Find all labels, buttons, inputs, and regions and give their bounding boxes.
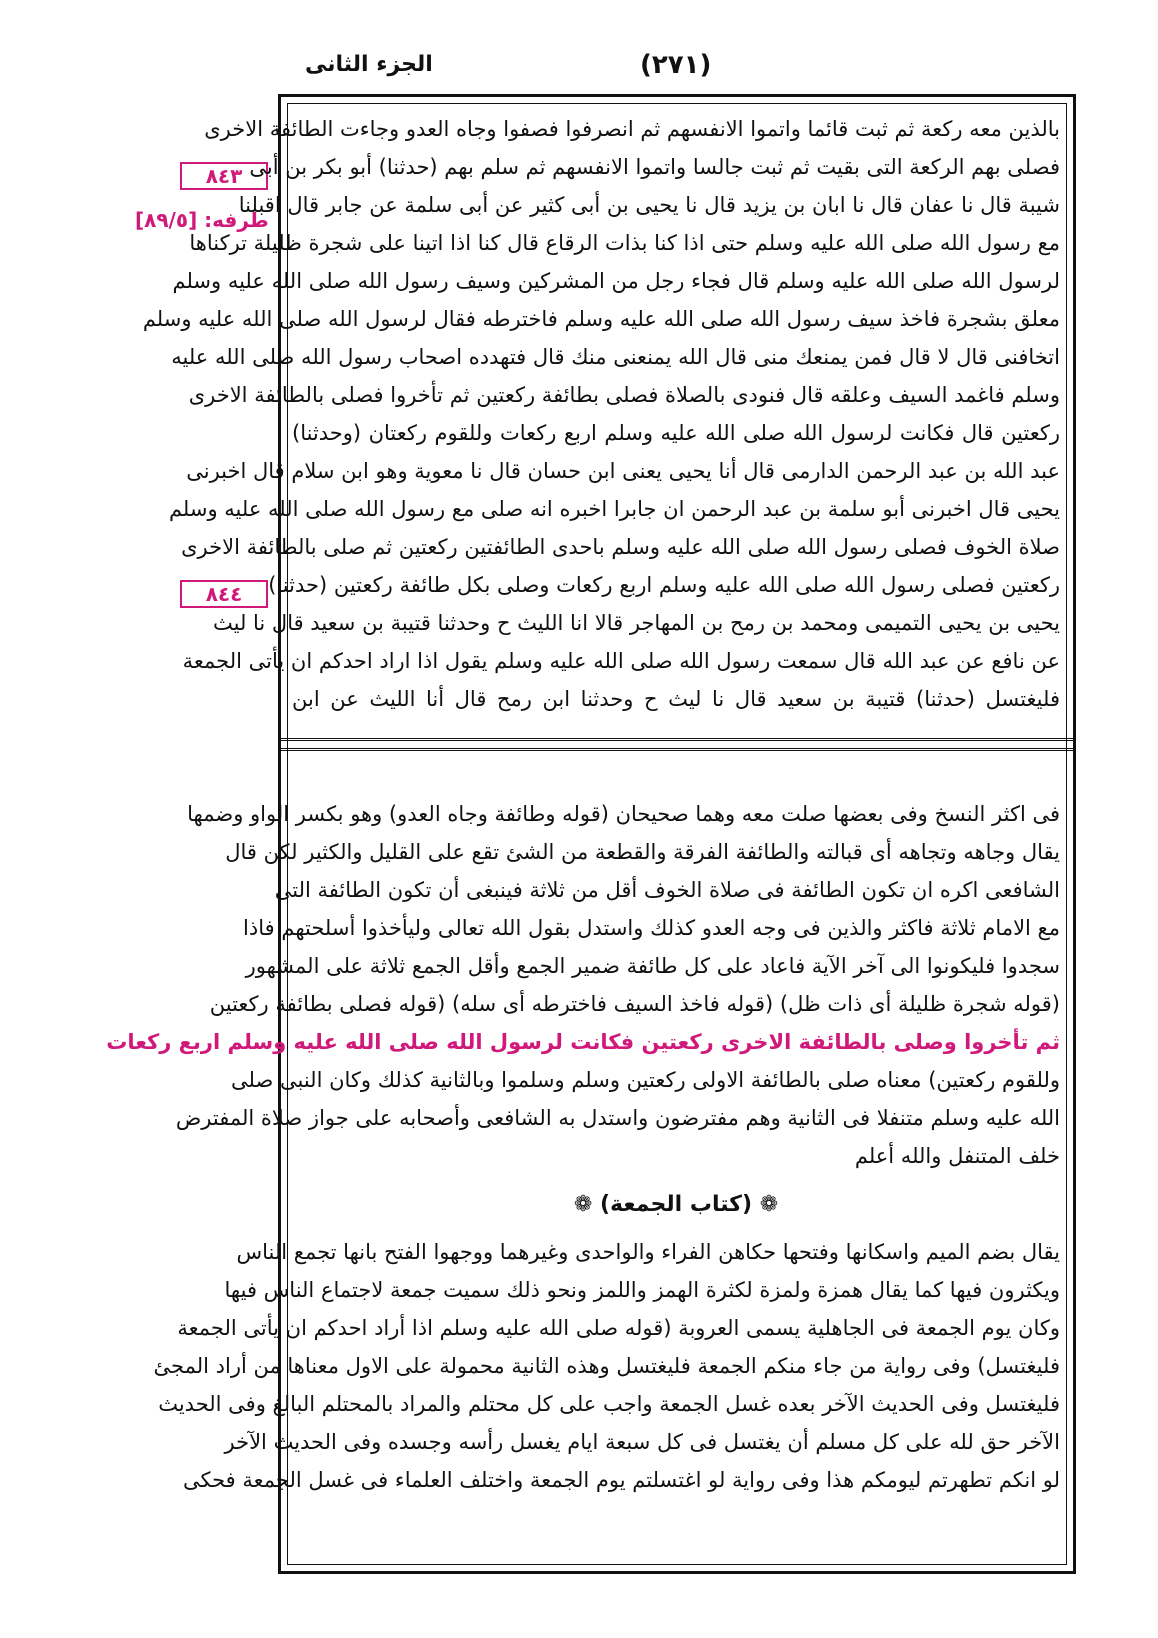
hadith-line: يحيى قال اخبرنى أبو سلمة بن عبد الرحمن ان جابرا اخبره انه صلى مع رسول الله صلى الله عليه وسلم bbox=[168, 496, 1060, 521]
header-volume: الجزء الثانى bbox=[305, 52, 433, 77]
commentary-line: الله عليه وسلم متنفلا فى الثانية وهم مفترضون واستدل به الشافعى وأصحابه على جواز صلاة المفترض bbox=[175, 1105, 1060, 1130]
hadith-line: فليغتسل (حدثنا) قتيبة بن سعيد قال نا ليث ح وحدثنا ابن رمح قال أنا الليث عن ابن bbox=[292, 686, 1060, 711]
jumua-line: فليغتسل) وفى رواية من جاء منكم الجمعة فليغتسل وهذه الثانية محمولة على الاول معناها من أراد المجئ bbox=[153, 1353, 1060, 1378]
jumua-line: فليغتسل وفى الحديث الآخر بعده غسل الجمعة واجب على كل محتلم والمراد بالمحتلم البالغ وفى الحديث bbox=[158, 1391, 1060, 1416]
jumua-line: لو انكم تطهرتم ليومكم هذا وفى رواية لو اغتسلتم يوم الجمعة واختلف العلماء فى غسل الجمعة فحكى bbox=[182, 1467, 1060, 1492]
commentary-line: خلف المتنفل والله أعلم bbox=[854, 1143, 1060, 1168]
hadith-line: فصلى بهم الركعة التى بقيت ثم ثبت جالسا واتموا الانفسهم ثم سلم بهم (حدثنا) أبو بكر بن أبى bbox=[249, 154, 1060, 179]
hadith-line: صلاة الخوف فصلى رسول الله صلى الله عليه وسلم باحدى الطائفتين ركعتين ثم صلى بالطائفة الاخرى bbox=[181, 534, 1060, 559]
hadith-line: اتخافنى قال لا قال فمن يمنعك منى قال الله يمنعنى منك قال فتهدده اصحاب رسول الله صلى الله عليه bbox=[171, 344, 1060, 369]
commentary-line: (قوله شجرة ظليلة أى ذات ظل) (قوله فاخذ السيف فاخترطه أى سله) (قوله فصلى بطائفة ركعتين bbox=[209, 991, 1060, 1016]
jumua-line: وكان يوم الجمعة فى الجاهلية يسمى العروبة (قوله صلى الله عليه وسلم اذا أراد احدكم ان يأتى الجمعة bbox=[177, 1315, 1060, 1340]
hadith-line: مع رسول الله صلى الله عليه وسلم حتى اذا كنا بذات الرقاع قال كنا اذا اتينا على شجرة ظليلة تركناها bbox=[189, 230, 1060, 255]
hadith-line: ركعتين قال فكانت لرسول الله صلى الله عليه وسلم اربع ركعات وللقوم ركعتان (وحدثنا) bbox=[292, 420, 1060, 445]
jumua-line: الآخر حق لله على كل مسلم أن يغتسل فى كل سبعة ايام يغسل رأسه وجسده وفى الحديث الآخر bbox=[224, 1429, 1060, 1454]
hadith-number-844: ٨٤٤ bbox=[180, 580, 268, 608]
commentary-line: يقال وجاهه وتجاهه أى قبالته والطائفة الفرقة والقطعة من الشئ تقع على القليل والكثير لكن قال bbox=[225, 839, 1060, 864]
hadith-line: عبد الله بن عبد الرحمن الدارمى قال أنا يحيى يعنى ابن حسان قال نا معوية وهو ابن سلام قال اخبرنى bbox=[186, 458, 1060, 483]
page-number: (٢٧١) bbox=[640, 50, 712, 80]
hadith-line: ركعتين فصلى رسول الله صلى الله عليه وسلم اربع ركعات وصلى بكل طائفة ركعتين (حدثنا) bbox=[268, 572, 1060, 597]
commentary-line-highlighted: ثم تأخروا وصلى بالطائفة الاخرى ركعتين فكانت لرسول الله صلى الله عليه وسلم اربع ركعات bbox=[106, 1029, 1060, 1054]
commentary-line: وللقوم ركعتين) معناه صلى بالطائفة الاولى ركعتين وسلم وسلموا وبالثانية كذلك وكان النبى صلى bbox=[231, 1067, 1060, 1092]
hadith-line: عن نافع عن عبد الله قال سمعت رسول الله صلى الله عليه وسلم يقول اذا اراد احدكم ان يأتى الجمعة bbox=[182, 648, 1060, 673]
hadith-line: بالذين معه ركعة ثم ثبت قائما واتموا الانفسهم ثم انصرفوا فصفوا وجاه العدو وجاءت الطائفة الاخرى bbox=[204, 116, 1060, 141]
hadith-number-843: ٨٤٣ bbox=[180, 162, 268, 190]
commentary-text bbox=[106, 795, 1060, 1555]
hadith-line: معلق بشجرة فاخذ سيف رسول الله صلى الله عليه وسلم فاخترطه فقال لرسول الله صلى الله عليه وسلم bbox=[142, 306, 1060, 331]
hadith-line: وسلم فاغمد السيف وعلقه قال فنودى بالصلاة فصلى بطائفة ركعتين ثم تأخروا فصلى بالطائفة الاخرى bbox=[188, 382, 1060, 407]
commentary-line: الشافعى اكره ان تكون الطائفة فى صلاة الخوف أقل من ثلاثة فينبغى أن تكون الطائفة التى bbox=[274, 877, 1060, 902]
hadith-line: لرسول الله صلى الله عليه وسلم قال فجاء رجل من المشركين وسيف رسول الله صلى الله عليه وسلم bbox=[172, 268, 1060, 293]
commentary-line: سجدوا فليكونوا الى آخر الآية فاعاد على كل طائفة ضمير الجمع وأقل الجمع ثلاثة على المشهور bbox=[245, 953, 1060, 978]
hadith-line: شيبة قال نا عفان قال نا ابان بن يزيد قال نا يحيى بن أبى كثير عن أبى سلمة عن جابر قال اقبلنا bbox=[238, 192, 1060, 217]
cross-reference-843: طرفه: [٨٩/٥] bbox=[135, 208, 269, 232]
jumua-line: يقال بضم الميم واسكانها وفتحها حكاهن الفراء والواحدى وغيرهما ووجهوا الفتح بانها تجمع الناس bbox=[236, 1239, 1060, 1264]
hadith-line: يحيى بن يحيى التميمى ومحمد بن رمح بن المهاجر قالا انا الليث ح وحدثنا قتيبة بن سعيد قال نا ليث bbox=[212, 610, 1060, 635]
commentary-line: مع الامام ثلاثة فاكثر والذين فى وجه العدو كذلك واستدل بقول الله تعالى وليأخذوا أسلحتهم فاذا bbox=[243, 915, 1060, 940]
chapter-title: ❁ (كتاب الجمعة) ❁ bbox=[573, 1192, 779, 1217]
jumua-line: ويكثرون فيها كما يقال همزة ولمزة لكثرة الهمز واللمز ونحو ذلك سميت جمعة لاجتماع الناس فيها bbox=[224, 1277, 1060, 1302]
commentary-line: فى اكثر النسخ وفى بعضها صلت معه وهما صحيحان (قوله وطائفة وجاه العدو) وهو بكسر الواو وضمها bbox=[187, 801, 1060, 826]
